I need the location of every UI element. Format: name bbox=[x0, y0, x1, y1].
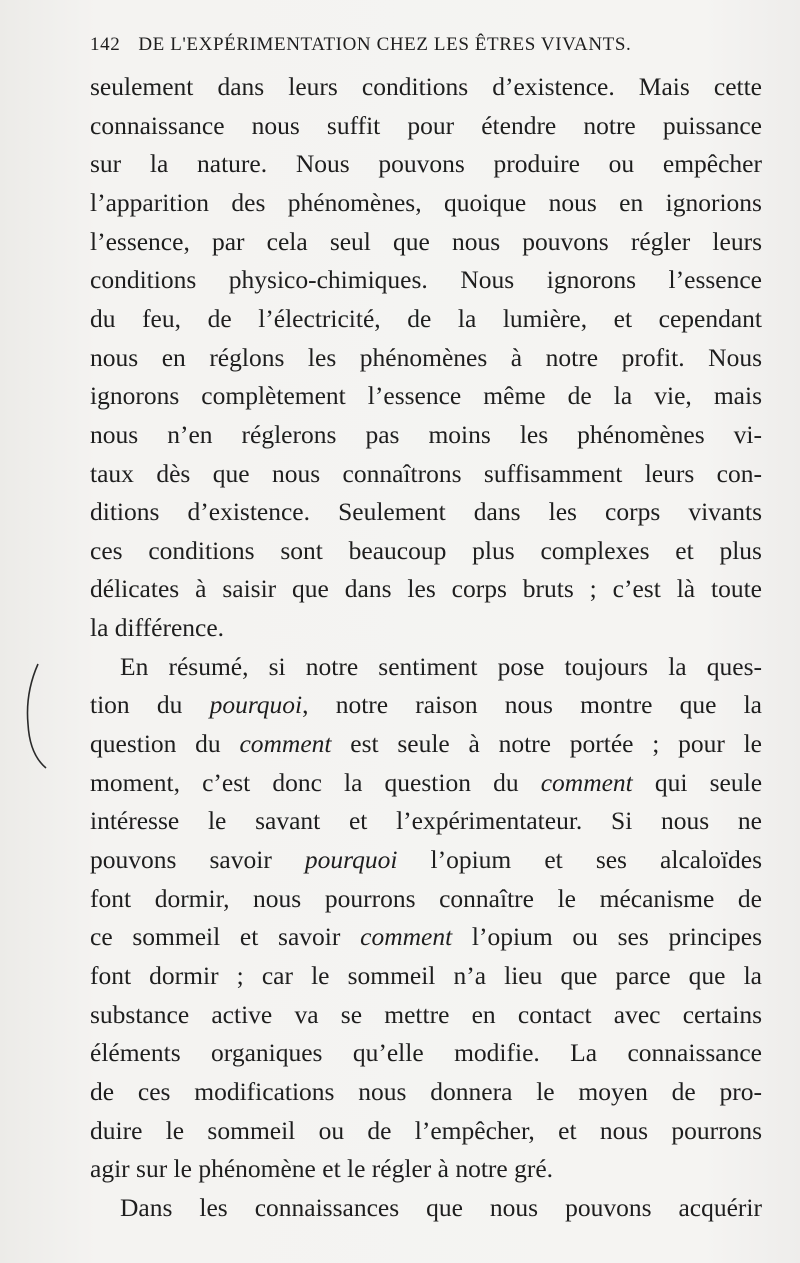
text-run: substance active va se mettre en contact avec certains bbox=[90, 999, 762, 1029]
text-line bbox=[90, 1038, 762, 1068]
text-line bbox=[90, 884, 762, 914]
text-line bbox=[90, 149, 762, 179]
text-line bbox=[90, 690, 762, 720]
running-title: DE L'EXPÉRIMENTATION CHEZ LES ÊTRES VIVANTS. bbox=[138, 34, 632, 55]
text-run: question du bbox=[90, 729, 240, 759]
text-line bbox=[90, 227, 762, 257]
text-run: connaissance nous suffit pour étendre notre puissance bbox=[90, 110, 762, 140]
text-run: En résumé, si notre sentiment pose toujours la ques- bbox=[120, 651, 762, 681]
page-number: 142 bbox=[90, 34, 121, 55]
text-run: , notre raison nous montre que la bbox=[302, 690, 762, 720]
text-run: la différence. bbox=[90, 613, 225, 643]
running-header bbox=[90, 34, 770, 56]
text-run: seulement dans leurs conditions d’existence. Mais cette bbox=[90, 72, 762, 101]
text-run: font dormir ; car le sommeil n’a lieu que parce que la bbox=[90, 960, 762, 990]
text-run: intéresse le savant et l’expérimentateur. Si nous ne bbox=[90, 806, 762, 836]
text-run: font dormir, nous pourrons connaître le mécanisme de bbox=[90, 883, 762, 913]
text-run: du feu, de l’électricité, de la lumière, et cependant bbox=[90, 303, 762, 333]
text-run: délicates à saisir que dans les corps bruts ; c’est là toute bbox=[90, 574, 762, 604]
text-line bbox=[90, 188, 762, 218]
italic-word: comment bbox=[360, 922, 453, 952]
text-line bbox=[90, 1154, 762, 1184]
text-run: éléments organiques qu’elle modifie. La connaissance bbox=[90, 1038, 762, 1068]
text-line bbox=[90, 845, 762, 875]
text-line bbox=[90, 381, 762, 411]
text-line bbox=[90, 574, 762, 604]
text-line bbox=[90, 304, 762, 334]
text-run: ce sommeil et savoir bbox=[90, 922, 361, 952]
text-run: ditions d’existence. Seulement dans les corps vivants bbox=[90, 497, 762, 527]
text-run: nous en réglons les phénomènes à notre profit. Nous bbox=[90, 342, 762, 372]
text-line bbox=[90, 1000, 762, 1030]
text-run: l’opium ou ses principes bbox=[452, 922, 762, 952]
text-run: ignorons complètement l’essence même de la vie, mais bbox=[90, 381, 762, 411]
text-run: ces conditions sont beaucoup plus complexes et plus bbox=[90, 535, 762, 565]
text-run: l’apparition des phénomènes, quoique nous en ignorions bbox=[90, 187, 762, 217]
text-run: de ces modifications nous donnera le moyen de pro- bbox=[90, 1076, 762, 1106]
text-line bbox=[90, 768, 762, 798]
text-line bbox=[90, 1077, 762, 1107]
text-run: Dans les connaissances que nous pouvons acquérir bbox=[120, 1192, 762, 1222]
text-run: conditions physico-chimiques. Nous ignorons l’essence bbox=[90, 265, 762, 295]
text-line bbox=[90, 111, 762, 141]
text-line bbox=[90, 72, 762, 102]
text-line bbox=[90, 1193, 762, 1223]
text-run: est seule à notre portée ; pour le bbox=[331, 729, 762, 759]
text-run: agir sur le phénomène et le régler à notre gré. bbox=[90, 1154, 554, 1184]
text-line bbox=[90, 652, 762, 682]
text-run: nous n’en réglerons pas moins les phénomènes vi- bbox=[90, 419, 762, 449]
text-run: sur la nature. Nous pouvons produire ou empêcher bbox=[90, 149, 762, 179]
text-line bbox=[90, 497, 762, 527]
italic-word: comment bbox=[239, 729, 332, 759]
text-line bbox=[90, 420, 762, 450]
text-line bbox=[90, 961, 762, 991]
text-line bbox=[90, 1116, 762, 1146]
text-run: moment, c’est donc la question du bbox=[90, 767, 541, 797]
italic-word: pourquoi bbox=[304, 845, 398, 874]
text-line bbox=[90, 922, 762, 952]
text-run: pouvons savoir bbox=[90, 845, 305, 874]
text-line bbox=[90, 536, 762, 566]
text-line bbox=[90, 265, 762, 295]
text-line bbox=[90, 806, 762, 836]
text-line bbox=[90, 729, 762, 759]
text-run: duire le sommeil ou de l’empêcher, et nous pourrons bbox=[90, 1115, 762, 1145]
text-run: tion du bbox=[90, 690, 210, 720]
text-run: qui seule bbox=[632, 767, 763, 797]
margin-bracket-mark bbox=[22, 662, 52, 770]
italic-word: pourquoi bbox=[209, 690, 303, 720]
text-run: taux dès que nous connaîtrons suffisamment leurs con- bbox=[90, 458, 762, 488]
text-line bbox=[90, 343, 762, 373]
text-line bbox=[90, 613, 762, 643]
text-run: l’opium et ses alcaloïdes bbox=[397, 845, 762, 874]
text-run: l’essence, par cela seul que nous pouvons régler leurs bbox=[90, 226, 762, 256]
text-line bbox=[90, 459, 762, 489]
italic-word: comment bbox=[540, 767, 633, 797]
